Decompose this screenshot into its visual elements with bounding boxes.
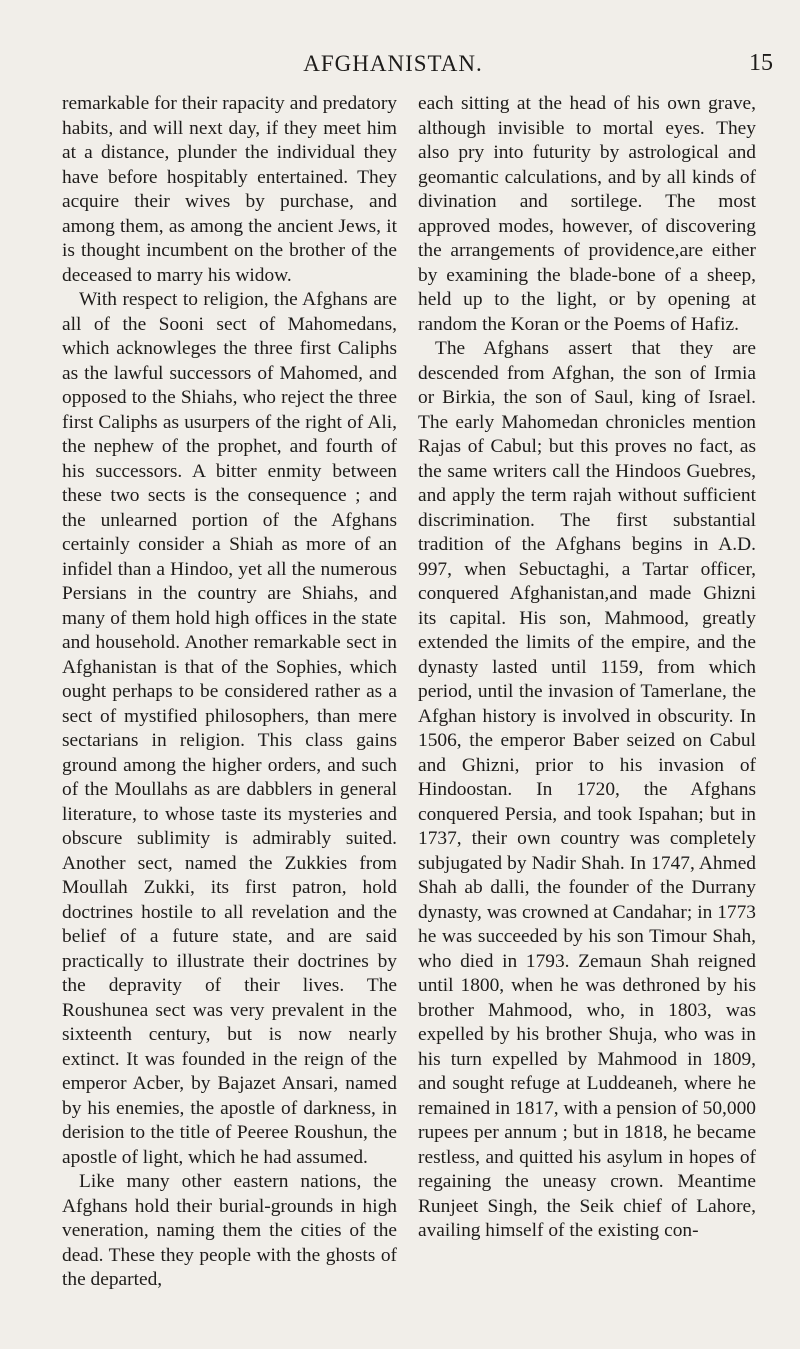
- paragraph: With respect to religion, the Afghans are all of the Sooni sect of Mahomedans, which acknowleges the three first Caliphs as the lawful successors of Mahomed, and opposed to the Shiahs, who reject the three first Caliphs as usurpers of the right of Ali, the nephew of the prophet, and fourth of his successors. A bitter enmity between these two sects is the consequence ; and the unlearned portion of the Afghans certainly consider a Shiah as more of an infidel than a Hindoo, yet all the numerous Persians in the country are Shiahs, and many of them hold high offices in the state and household. Another remarkable sect in Afghanistan is that of the Sophies, which ought perhaps to be considered rather as a sect of mystified philosophers, than mere sectarians in religion. This class gains ground among the higher orders, and such of the Moullahs as are dabblers in general literature, to whose taste its mysteries and obscure sublimity is admirably suited. Another sect, named the Zukkies from Moullah Zukki, its first patron, hold doctrines hostile to all revelation and the belief of a future state, and are said practically to illustrate their doctrines by the depravity of their lives. The Roushunea sect was very prevalent in the sixteenth century, but is now nearly extinct. It was founded in the reign of the emperor Acber, by Bajazet Ansari, named by his enemies, the apostle of darkness, in derision to the title of Peeree Roushun, the apostle of light, which he had assumed.: [62, 289, 397, 1168]
- running-head-title: AFGHANISTAN.: [303, 51, 483, 76]
- right-column: [418, 92, 756, 1244]
- paragraph: remarkable for their rapacity and predatory habits, and will next day, if they meet him at a distance, plunder the individual they have before hospitably entertained. They acquire their wives by purchase, and among them, as among the ancient Jews, it is thought incumbent on the brother of the deceased to marry his widow.: [62, 93, 397, 286]
- paragraph: The Afghans assert that they are descended from Afghan, the son of Irmia or Birkia, the son of Saul, king of Israel. The early Mahomedan chronicles mention Rajas of Cabul; but this proves no fact, as the same writers call the Hindoos Guebres, and apply the term rajah without sufficient discrimination. The first substantial tradition of the Afghans begins in A.D. 997, when Sebuctaghi, a Tartar officer, conquered Afghanistan,and made Ghizni its capital. His son, Mahmood, greatly extended the limits of the empire, and the dynasty lasted until 1159, from which period, until the invasion of Tamerlane, the Afghan history is involved in obscurity. In 1506, the emperor Baber seized on Cabul and Ghizni, prior to his invasion of Hindoostan. In 1720, the Afghans conquered Persia, and took Ispahan; but in 1737, their own country was completely subjugated by Nadir Shah. In 1747, Ahmed Shah ab dalli, the founder of the Durrany dynasty, was crowned at Candahar; in 1773 he was succeeded by his son Timour Shah, who died in 1793. Zemaun Shah reigned until 1800, when he was dethroned by his brother Mahmood, who, in 1803, was expelled by his brother Shuja, who was in his turn expelled by Mahmood in 1809, and sought refuge at Luddeaneh, where he remained in 1817, with a pension of 50,000 rupees per annum ; but in 1818, he became restless, and quitted his asylum in hopes of regaining the uneasy crown. Meantime Runjeet Singh, the Seik chief of Lahore, availing himself of the existing con-: [418, 338, 756, 1241]
- paragraph: each sitting at the head of his own grave, although invisible to mortal eyes. They also pry into futurity by astrological and geomantic calculations, and by all kinds of divination and sortilege. The most approved modes, however, of discovering the arrangements of providence,are either by examining the blade-bone of a sheep, held up to the light, or by opening at random the Koran or the Poems of Hafiz.: [418, 93, 756, 335]
- paragraph: Like many other eastern nations, the Afghans hold their burial-grounds in high veneration, naming them the cities of the dead. These they people with the ghosts of the departed,: [62, 1171, 397, 1290]
- page-number: 15: [749, 50, 773, 76]
- left-column: [62, 92, 397, 1293]
